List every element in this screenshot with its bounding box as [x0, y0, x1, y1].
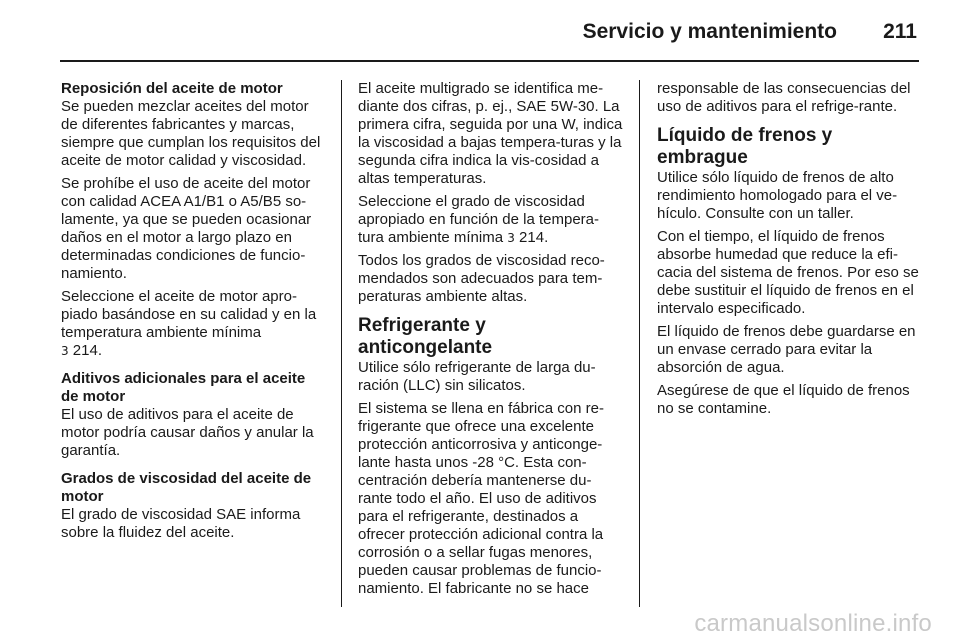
page-title: Servicio y mantenimiento	[582, 20, 837, 43]
column-3	[657, 80, 922, 423]
watermark: carmanualsonline.info	[694, 610, 932, 637]
paragraph	[61, 288, 326, 360]
paragraph: El líquido de frenos debe guardarse en un envase cerrado para evitar la absorción de agua.	[657, 323, 916, 376]
column-2	[358, 80, 623, 603]
paragraph: Se prohíbe el uso de aceite del motor con calidad ACEA A1/B1 o A5/B5 so-lamente, ya que se pueden ocasionar daños en el motor a largo plazo en determinadas condiciones de funcio-namiento.	[61, 175, 312, 282]
paragraph: responsable de las consecuencias del uso de aditivos para el refrige-rante.	[657, 80, 911, 115]
page-reference-link[interactable]: 214.	[514, 229, 549, 246]
page-reference-arrow-icon: 3	[507, 231, 515, 245]
paragraph-text: Seleccione el grado de viscosidad apropiado en función de la tempera-tura ambiente mínima	[358, 193, 599, 246]
paragraph: El sistema se llena en fábrica con re-frigerante que ofrece una excelente protección anticorrosiva y anticonge-lante hasta unos -28 °C. Esta con-centración debería mantenerse du-rante todo el año. El uso de aditivos para el refrigerante, destinados a ofrecer protección adicional contra la corrosión o a sellar fugas menores, pueden causar problemas de funcio-namiento. El fabricante no se hace	[358, 400, 604, 597]
paragraph: El grado de viscosidad SAE informa sobre la fluidez del aceite.	[61, 506, 301, 541]
page-header	[60, 18, 919, 62]
paragraph: Utilice sólo líquido de frenos de alto rendimiento homologado para el ve-hículo. Consulte con un taller.	[657, 169, 898, 222]
paragraph: Con el tiempo, el líquido de frenos absorbe humedad que reduce la efi-cacia del sistema de frenos. Por eso se debe sustituir el líquido de frenos en el intervalo especificado.	[657, 228, 919, 317]
header-divider	[60, 60, 919, 62]
column-1	[61, 80, 326, 547]
column-divider-2	[639, 80, 640, 607]
page-reference-arrow-icon: 3	[61, 344, 69, 358]
section-heading-oil-additives: Aditivos adicionales para el aceite de motor	[61, 370, 306, 405]
page-reference-link[interactable]: 214.	[68, 342, 103, 359]
section-heading-brake-fluid: Líquido de frenos y embrague	[657, 125, 833, 168]
paragraph: Utilice sólo refrigerante de larga du-ración (LLC) sin silicatos.	[358, 359, 596, 394]
paragraph	[358, 193, 623, 247]
paragraph: El aceite multigrado se identifica me-diante dos cifras, p. ej., SAE 5W-30. La primera cifra, seguida por una W, indica la viscosidad a bajas tempera-turas y la segunda cifra indica la vis-cosidad a altas temperaturas.	[358, 80, 623, 187]
paragraph: Todos los grados de viscosidad reco-mendados son adecuados para tem-peraturas ambiente altas.	[358, 252, 605, 305]
paragraph: Asegúrese de que el líquido de frenos no se contamine.	[657, 382, 910, 417]
paragraph: Se pueden mezclar aceites del motor de diferentes fabricantes y marcas, siempre que cumplan los requisitos del aceite de motor calidad y viscosidad.	[61, 98, 321, 169]
paragraph: El uso de aditivos para el aceite de motor podría causar daños y anular la garantía.	[61, 406, 314, 459]
column-divider-1	[341, 80, 342, 607]
section-heading-oil-refill: Reposición del aceite de motor	[61, 80, 283, 97]
section-heading-coolant: Refrigerante y anticongelante	[358, 315, 493, 358]
section-heading-viscosity-grades: Grados de viscosidad del aceite de motor	[61, 470, 312, 505]
paragraph-text: Seleccione el aceite de motor apro-piado basándose en su calidad y en la temperatura ambiente mínima	[61, 288, 317, 341]
page-number: 211	[883, 20, 917, 43]
